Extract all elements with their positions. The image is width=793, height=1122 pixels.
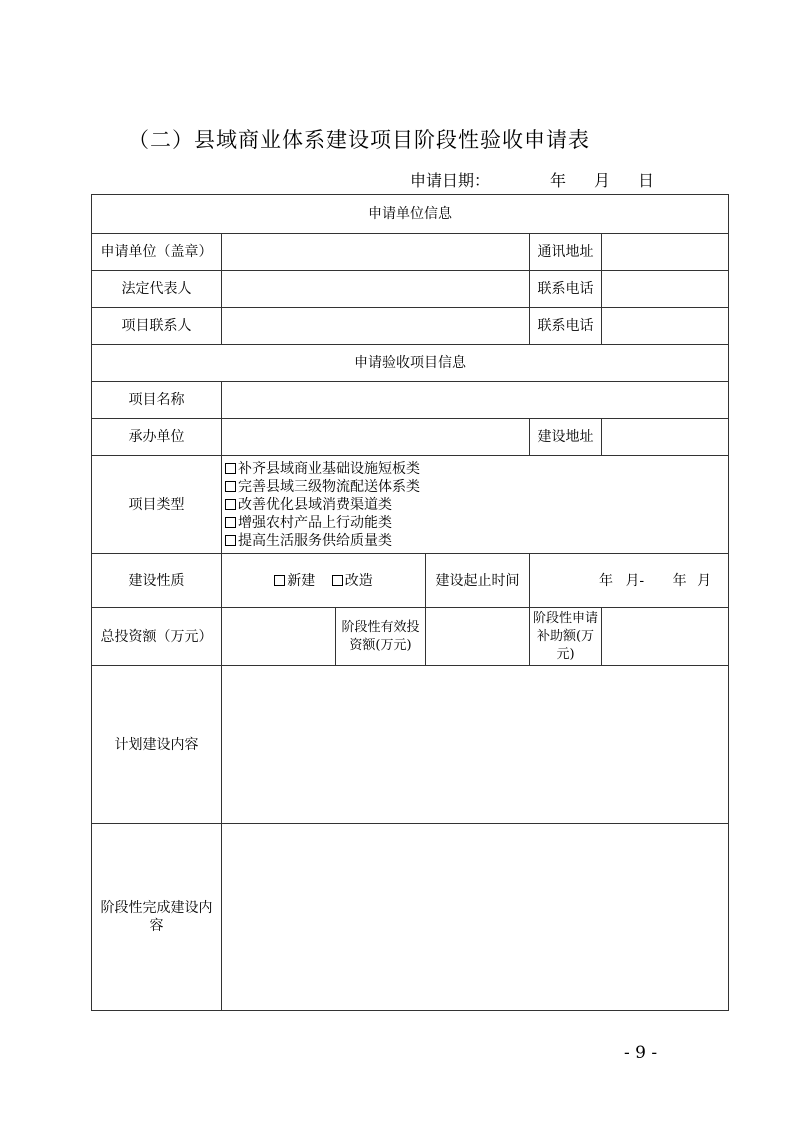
checkbox-icon[interactable]	[225, 517, 236, 528]
date-day: 日	[638, 171, 655, 190]
field-plan-content[interactable]	[222, 666, 729, 824]
label-build-address: 建设地址	[530, 419, 602, 456]
label-phone-2: 联系电话	[530, 308, 602, 345]
project-type-label: 提高生活服务供给质量类	[238, 532, 392, 549]
project-type-option[interactable]	[225, 514, 725, 532]
label-project-name: 项目名称	[92, 382, 222, 419]
period-start-year: 年	[598, 572, 613, 589]
field-stage-content[interactable]	[222, 824, 729, 1011]
field-phone-1[interactable]	[602, 271, 729, 308]
field-total-investment[interactable]	[222, 608, 336, 666]
project-type-option[interactable]	[225, 496, 725, 514]
field-stage-subsidy[interactable]	[602, 608, 729, 666]
date-year: 年	[550, 171, 567, 190]
label-total-investment: 总投资额（万元）	[92, 608, 222, 666]
label-build-nature: 建设性质	[92, 554, 222, 608]
label-stage-investment: 阶段性有效投资额(万元)	[336, 608, 426, 666]
label-stage-subsidy: 阶段性申请补助额(万元)	[530, 608, 602, 666]
checkbox-icon[interactable]	[225, 499, 236, 510]
label-legal-rep: 法定代表人	[92, 271, 222, 308]
label-plan-content: 计划建设内容	[92, 666, 222, 824]
project-type-option[interactable]	[225, 478, 725, 496]
nature-label-new: 新建	[287, 572, 316, 589]
date-month: 月	[594, 171, 611, 190]
field-build-address[interactable]	[602, 419, 729, 456]
field-legal-rep[interactable]	[222, 271, 530, 308]
project-type-label: 补齐县域商业基础设施短板类	[238, 460, 420, 477]
label-build-period: 建设起止时间	[426, 554, 530, 608]
project-type-label: 改善优化县域消费渠道类	[238, 496, 392, 513]
field-project-contact[interactable]	[222, 308, 530, 345]
build-nature-options	[222, 554, 426, 608]
project-type-option[interactable]	[225, 532, 725, 550]
section-project-info: 申请验收项目信息	[92, 345, 729, 382]
label-project-contact: 项目联系人	[92, 308, 222, 345]
section-applicant-info: 申请单位信息	[92, 195, 729, 234]
label-applicant-unit: 申请单位（盖章）	[92, 234, 222, 271]
label-phone-1: 联系电话	[530, 271, 602, 308]
label-project-type: 项目类型	[92, 456, 222, 554]
period-end-month: 月	[697, 572, 712, 589]
application-date	[410, 168, 680, 190]
field-stage-investment[interactable]	[426, 608, 530, 666]
project-type-label: 完善县域三级物流配送体系类	[238, 478, 420, 495]
nature-label-renovate: 改造	[344, 572, 373, 589]
checkbox-icon[interactable]	[274, 575, 285, 586]
nature-option-renovate[interactable]	[332, 573, 373, 589]
label-stage-content: 阶段性完成建设内容	[92, 824, 222, 1011]
field-host-unit[interactable]	[222, 419, 530, 456]
field-phone-2[interactable]	[602, 308, 729, 345]
checkbox-icon[interactable]	[225, 463, 236, 474]
field-applicant-unit[interactable]	[222, 234, 530, 271]
date-label: 申请日期：	[410, 171, 491, 190]
application-form-table	[91, 194, 729, 1011]
checkbox-icon[interactable]	[225, 535, 236, 546]
field-mail-address[interactable]	[602, 234, 729, 271]
field-project-name[interactable]	[222, 382, 729, 419]
project-type-option[interactable]	[225, 460, 725, 478]
period-end-year: 年	[672, 572, 687, 589]
label-mail-address: 通讯地址	[530, 234, 602, 271]
checkbox-icon[interactable]	[332, 575, 343, 586]
nature-option-new[interactable]	[274, 573, 315, 589]
page-number: - 9 -	[624, 1043, 658, 1063]
page-title: （二）县域商业体系建设项目阶段性验收申请表	[128, 128, 590, 152]
project-type-options	[222, 456, 729, 554]
project-type-label: 增强农村产品上行动能类	[238, 514, 392, 531]
period-start-month: 月-	[625, 572, 645, 589]
field-build-period[interactable]	[530, 554, 729, 608]
checkbox-icon[interactable]	[225, 481, 236, 492]
label-host-unit: 承办单位	[92, 419, 222, 456]
